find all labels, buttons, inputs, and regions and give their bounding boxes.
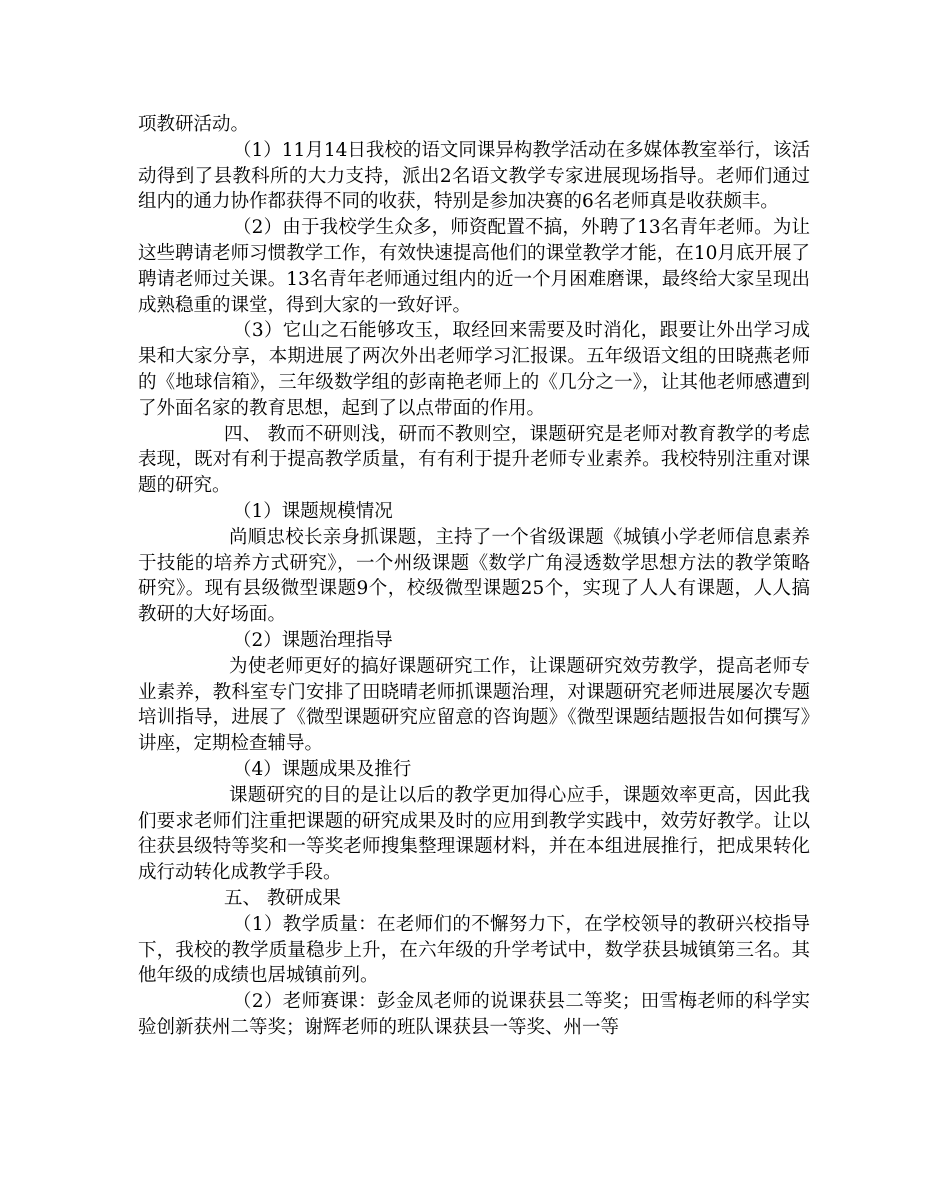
paragraph-teaching-quality: （1）教学质量：在老师们的不懈努力下，在学校领导的教研兴校指导下，我校的教学质量稳步上升，在六年级的升学考试中，数学获县城镇第三名。其他年级的成绩也居城镇前列。 bbox=[138, 913, 810, 987]
section-heading-4: 四、 教而不研则浅，研而不教则空，课题研究是老师对教育教学的考虑表现，既对有利于提高教学质量，有有利于提升老师专业素养。我校特别注重对课题的研究。 bbox=[138, 423, 810, 497]
paragraph-project-guidance: 为使老师更好的搞好课题研究工作，让课题研究效劳教学，提高老师专业素养，教科室专门安排了田晓晴老师抓课题治理，对课题研究老师进展屡次专题培训指导，进展了《微型课题研究应留意的咨询题》《微型课题结题报告如何撰写》讲座，定期检查辅导。 bbox=[138, 655, 810, 755]
document-page bbox=[138, 112, 810, 1041]
section-heading-5: 五、 教研成果 bbox=[224, 887, 341, 909]
paragraph-activity-2: （2）由于我校学生众多，师资配置不搞，外聘了13名青年老师。为让这些聘请老师习惯教学工作，有效快速提高他们的课堂教学才能，在10月底开展了聘请老师过关课。13名青年老师通过组内的近一个月困难磨课，最终给大家呈现出成熟稳重的课堂，得到大家的一致好评。 bbox=[138, 217, 810, 316]
paragraph-project-results: 课题研究的目的是让以后的教学更加得心应手，课题效率更高，因此我们要求老师们注重把课题的研究成果及时的应用到教学实践中，效劳好教学。让以往获县级特等奖和一等奖老师搜集整理课题材料，并在本组进展推行，把成果转化成行动转化成教学手段。 bbox=[138, 784, 810, 884]
subheading-project-scale: （1）课题规模情况 bbox=[233, 500, 393, 522]
paragraph-teacher-contests: （2）老师赛课：彭金凤老师的说课获县二等奖；田雪梅老师的科学实验创新获州二等奖；谢辉老师的班队课获县一等奖、州一等 bbox=[138, 991, 810, 1038]
paragraph-continuation: 项教研活动。 bbox=[138, 114, 250, 135]
paragraph-project-scale: 尚順忠校长亲身抓课题，主持了一个省级课题《城镇小学老师信息素养于技能的培养方式研究》，一个州级课题《数学广角浸透数学思想方法的教学策略研究》。现有县级微型课题9个，校级微型课题25个，实现了人人有课题，人人搞教研的大好场面。 bbox=[138, 526, 810, 626]
paragraph-activity-3: （3）它山之石能够攻玉，取经回来需要及时消化，跟要让外出学习成果和大家分享，本期进展了两次外出老师学习汇报课。五年级语文组的田晓燕老师的《地球信箱》，三年级数学组的彭南艳老师上的《几分之一》，让其他老师感遭到了外面名家的教育思想，起到了以点带面的作用。 bbox=[138, 320, 810, 419]
paragraph-activity-1: （1）11月14日我校的语文同课异构教学活动在多媒体教室举行，该活动得到了县教科所的大力支持，派出2名语文教学专家进展现场指导。老师们通过组内的通力协作都获得不同的收获，特别是参加决赛的6名老师真是收获颇丰。 bbox=[138, 139, 810, 213]
subheading-project-results: （4）课题成果及推行 bbox=[233, 758, 412, 780]
subheading-project-guidance: （2）课题治理指导 bbox=[233, 629, 393, 651]
